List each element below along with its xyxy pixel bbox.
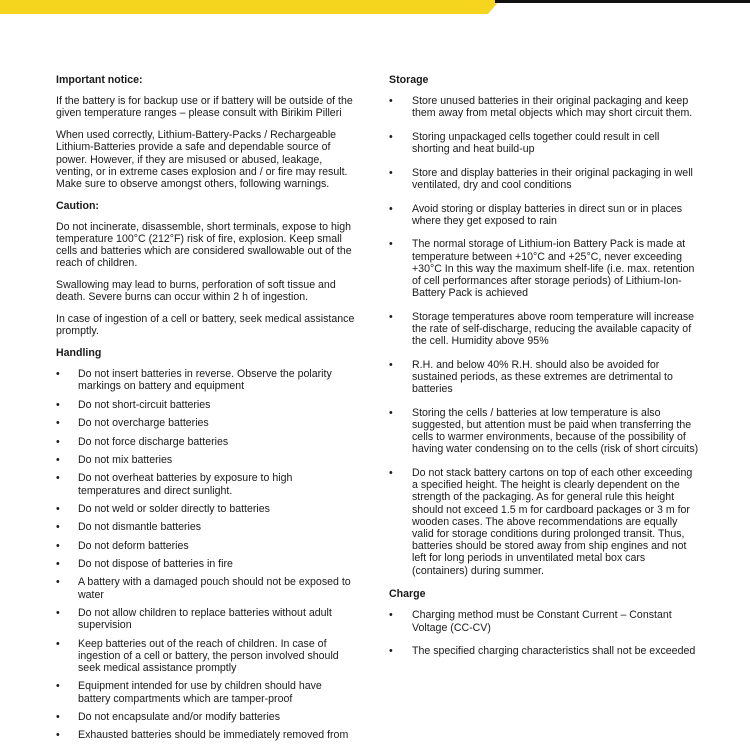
caution-paragraph-3: In case of ingestion of a cell or battery, seek medical assistance promptly.	[56, 313, 355, 338]
list-item: • Do not mix batteries	[56, 454, 356, 466]
list-item: • Do not force discharge batteries	[56, 436, 356, 448]
caution-paragraph-1: Do not incinerate, disassemble, short terminals, expose to high temperature 100°C (212°F) risk of fire, explosion. Keep small cells and batteries which are considered swallowable out of the reach of children.	[56, 220, 352, 270]
list-item: • Do not short-circuit batteries	[56, 399, 356, 411]
list-item: • Do not weld or solder directly to batteries	[56, 503, 356, 515]
yellow-accent-bar	[0, 0, 500, 14]
list-item: • Do not dismantle batteries	[56, 521, 356, 533]
list-item: • Store and display batteries in their original packaging in well ventilated, dry and cool conditions	[389, 167, 699, 191]
list-item: • R.H. and below 40% R.H. should also be avoided for sustained periods, as these extremes are detrimental to batteries	[389, 359, 699, 396]
list-item: • Do not overheat batteries by exposure to high temperatures and direct sunlight.	[56, 472, 356, 496]
list-item: • Do not allow children to replace batteries without adult supervision	[56, 607, 356, 631]
left-column	[56, 74, 356, 748]
list-item: • Storing unpackaged cells together could result in cell shorting and heat build-up	[389, 131, 699, 155]
charge-list	[389, 609, 699, 657]
caution-title: Caution:	[56, 199, 99, 212]
storage-list	[389, 95, 699, 577]
notice-paragraph-2: When used correctly, Lithium-Battery-Packs / Rechargeable Lithium-Batteries provide a safe and dependable source of power. However, if they are misused or abused, leakage, venting, or in extreme cases explosion and / or fire may result. Make sure to observe amongst others, following warnings.	[56, 129, 348, 190]
list-item: • A battery with a damaged pouch should not be exposed to water	[56, 576, 356, 600]
notice-title: Important notice:	[56, 74, 143, 86]
list-item: • The normal storage of Lithium-ion Battery Pack is made at temperature between +10°C and +25°C, never exceeding +30°C In this way the maximum shelf-life (i.e. max. retention of cell performances after storage periods) of Lithium-Ion-Battery Pack is achieved	[389, 238, 699, 299]
list-item: • Equipment intended for use by children should have battery compartments which are tamper-proof	[56, 680, 356, 704]
list-item: • Do not dispose of batteries in fire	[56, 558, 356, 570]
list-item: • Storing the cells / batteries at low temperature is also suggested, but attention must be paid when transferring the cells to warmer environments, because of the possibility of having water condensing on to the cells (risk of short circuits)	[389, 407, 699, 456]
list-item: • Do not insert batteries in reverse. Observe the polarity markings on battery and equipment	[56, 368, 356, 392]
list-item: • Do not encapsulate and/or modify batteries	[56, 711, 356, 723]
list-item: • Exhausted batteries should be immediately removed from	[56, 729, 356, 741]
list-item: • Charging method must be Constant Current – Constant Voltage (CC-CV)	[389, 609, 699, 633]
list-item: • Do not deform batteries	[56, 540, 356, 552]
list-item: • Storage temperatures above room temperature will increase the rate of self-discharge, reducing the available capacity of the cell. Humidity above 95%	[389, 311, 699, 348]
right-column	[389, 74, 699, 669]
caution-paragraph-2: Swallowing may lead to burns, perforation of soft tissue and death. Severe burns can occur within 2 h of ingestion.	[56, 279, 336, 304]
list-item: • Keep batteries out of the reach of children. In case of ingestion of a cell or battery, the person involved should seek medical assistance promptly	[56, 638, 356, 675]
storage-title: Storage	[389, 74, 429, 86]
list-item: • Do not stack battery cartons on top of each other exceeding a specified height. The height is clearly dependent on the strength of the packaging. As for general rule this height should not exceed 1.5 m for cardboard packages or 3 m for wooden cases. The above recommendations are equally valid for storage conditions during prolonged transit. Thus, batteries should be stored away from ship engines and not left for long periods in unventilated metal box cars (containers) during summer.	[389, 467, 699, 577]
notice-paragraph-1: If the battery is for backup use or if battery will be outside of the given temperature ranges – please consult with Birikim Pilleri	[56, 95, 353, 120]
header-band	[0, 0, 750, 14]
list-item: • The specified charging characteristics shall not be exceeded	[389, 645, 699, 657]
handling-title: Handling	[56, 346, 102, 359]
black-accent-bar	[495, 0, 750, 3]
list-item: • Avoid storing or display batteries in direct sun or in places where they get exposed to rain	[389, 203, 699, 227]
charge-title: Charge	[389, 588, 426, 601]
list-item: • Do not overcharge batteries	[56, 417, 356, 429]
handling-list	[56, 368, 356, 741]
list-item: • Store unused batteries in their original packaging and keep them away from metal objects which may short circuit them.	[389, 95, 699, 119]
